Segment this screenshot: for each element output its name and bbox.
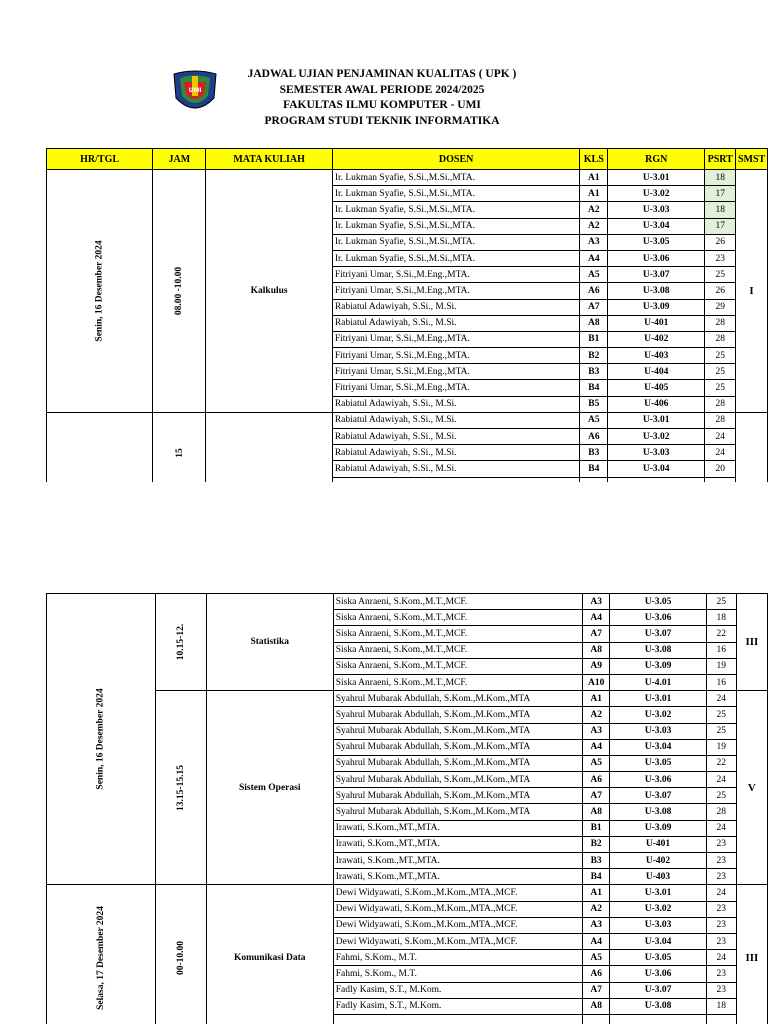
table-body: [47, 594, 768, 1024]
participants-cell: 25: [705, 348, 736, 364]
participants-cell: 24: [706, 950, 736, 966]
room-cell: U-3.03: [610, 917, 706, 933]
participants-cell: 24: [705, 429, 736, 445]
class-cell: B3: [580, 364, 608, 380]
room-cell: U-3.05: [610, 755, 706, 771]
lecturer-cell: Siska Anraeni, S.Kom.,M.T.,MCF.: [333, 594, 582, 610]
lecturer-cell: Dewi Widyawati, S.Kom.,M.Kom.,MTA.,MCF.: [333, 901, 582, 917]
room-cell: U-3.05: [610, 950, 706, 966]
room-cell: U-402: [608, 331, 705, 347]
class-cell: A9: [582, 658, 610, 674]
participants-cell: 22: [706, 755, 736, 771]
column-header-rgn: RGN: [608, 149, 705, 170]
class-cell: A5: [582, 755, 610, 771]
class-cell: A3: [582, 594, 610, 610]
lecturer-cell: Fadly Kasim, S.T., M.Kom.: [333, 982, 582, 998]
time-cell-label: 00-10.00: [175, 940, 186, 975]
participants-cell: 23: [706, 901, 736, 917]
semester-cell: III: [736, 885, 767, 1024]
column-header-jam: JAM: [153, 149, 206, 170]
participants-cell: 25: [705, 380, 736, 396]
class-cell: A5: [580, 412, 608, 428]
course-cell: Kalkulus: [206, 170, 332, 413]
class-cell: A4: [582, 739, 610, 755]
participants-cell: 29: [705, 299, 736, 315]
participants-cell: 18: [705, 202, 736, 218]
lecturer-cell: Fitriyani Umar, S.Si.,M.Eng.,MTA.: [332, 348, 580, 364]
room-cell: U-3.05: [610, 594, 706, 610]
lecturer-cell: Fitriyani Umar, S.Si.,M.Eng.,MTA.: [332, 331, 580, 347]
room-cell: U-3.03: [608, 445, 705, 461]
time-cell-label: 15: [174, 448, 185, 458]
room-cell: U-3.08: [608, 283, 705, 299]
column-header-psrt: PSRT: [705, 149, 736, 170]
class-cell: A3: [582, 723, 610, 739]
column-header-mata-kuliah: MATA KULIAH: [206, 149, 332, 170]
lecturer-cell: Syahrul Mubarak Abdullah, S.Kom.,M.Kom.,MTA: [333, 755, 582, 771]
room-cell: U-401: [608, 315, 705, 331]
room-cell: U-401: [610, 836, 706, 852]
lecturer-cell: Rabiatul Adawiyah, S.Si., M.Si.: [332, 445, 580, 461]
lecturer-cell: Fitriyani Umar, S.Si.,M.Eng.,MTA.: [332, 380, 580, 396]
participants-cell: 23: [706, 917, 736, 933]
lecturer-cell: Rabiatul Adawiyah, S.Si., M.Si.: [332, 315, 580, 331]
lecturer-cell: Ir. Lukman Syafie, S.Si.,M.Si.,MTA.: [332, 218, 580, 234]
room-cell: U-3.08: [610, 998, 706, 1014]
time-cell: [155, 885, 206, 1024]
room-cell: U-3.05: [608, 234, 705, 250]
day-cell-label: Senin, 16 Desember 2024: [95, 688, 106, 790]
class-cell: B1: [582, 820, 610, 836]
lecturer-cell: Siska Anraeni, S.Kom.,M.T.,MCF.: [333, 626, 582, 642]
table-row: [47, 691, 768, 707]
participants-cell: 19: [706, 658, 736, 674]
room-cell: U-3.09: [610, 658, 706, 674]
class-cell: A5: [582, 950, 610, 966]
heading-line-2: SEMESTER AWAL PERIODE 2024/2025: [279, 83, 485, 96]
lecturer-cell: Dewi Widyawati, S.Kom.,M.Kom.,MTA.,MCF.: [333, 933, 582, 949]
lecturer-cell: Rabiatul Adawiyah, S.Si., M.Si.: [332, 429, 580, 445]
participants-cell: 24: [706, 772, 736, 788]
day-cell: [47, 885, 156, 1024]
course-cell: Sistem Operasi: [206, 691, 333, 885]
class-cell: A2: [580, 202, 608, 218]
room-cell: U-3.03: [608, 202, 705, 218]
class-cell: A6: [580, 429, 608, 445]
room-cell: U-403: [610, 869, 706, 885]
participants-cell: 16: [706, 642, 736, 658]
schedule-table-2: [46, 593, 768, 1024]
lecturer-cell: Dewi Widyawati, S.Kom.,M.Kom.,MTA.,MCF.: [333, 917, 582, 933]
participants-cell: 24: [706, 691, 736, 707]
lecturer-cell: Irawati, S.Kom.,MT.,MTA.: [333, 853, 582, 869]
participants-cell: 16: [706, 674, 736, 690]
time-cell-label: 13.15-15.15: [175, 764, 186, 811]
lecturer-cell: Siska Anraeni, S.Kom.,M.T.,MCF.: [333, 642, 582, 658]
room-cell: U-3.09: [610, 820, 706, 836]
participants-cell: 23: [706, 982, 736, 998]
participants-cell: 28: [705, 412, 736, 428]
participants-cell: 23: [706, 853, 736, 869]
column-header-smst: SMST: [736, 149, 768, 170]
room-cell: U-3.06: [610, 610, 706, 626]
participants-cell: 22: [706, 626, 736, 642]
column-header-dosen: DOSEN: [332, 149, 580, 170]
class-cell: B4: [580, 461, 608, 477]
participants-cell: [706, 1014, 736, 1024]
lecturer-cell: Syahrul Mubarak Abdullah, S.Kom.,M.Kom.,MTA: [333, 723, 582, 739]
room-cell: U-3.09: [608, 299, 705, 315]
room-cell: U-3.07: [608, 267, 705, 283]
class-cell: A6: [580, 283, 608, 299]
participants-cell: 19: [706, 739, 736, 755]
lecturer-cell: Irawati, S.Kom.,MT.,MTA.: [333, 836, 582, 852]
lecturer-cell: Ir. Lukman Syafie, S.Si.,M.Si.,MTA.: [332, 202, 580, 218]
lecturer-cell: Ir. Lukman Syafie, S.Si.,M.Si.,MTA.: [332, 186, 580, 202]
lecturer-cell: Dewi Widyawati, S.Kom.,M.Kom.,MTA.,MCF.: [333, 885, 582, 901]
room-cell: U-3.06: [610, 966, 706, 982]
class-cell: A4: [580, 250, 608, 266]
class-cell: B1: [580, 331, 608, 347]
room-cell: U-4.01: [610, 674, 706, 690]
heading-line-1: JADWAL UJIAN PENJAMINAN KUALITAS ( UPK ): [247, 68, 517, 80]
room-cell: [610, 1014, 706, 1024]
participants-cell: 28: [705, 315, 736, 331]
lecturer-cell: Syahrul Mubarak Abdullah, S.Kom.,M.Kom.,MTA: [333, 804, 582, 820]
class-cell: A5: [580, 267, 608, 283]
room-cell: U-402: [610, 853, 706, 869]
lecturer-cell: Fitriyani Umar, S.Si.,M.Eng.,MTA.: [332, 267, 580, 283]
class-cell: A7: [582, 626, 610, 642]
room-cell: U-3.01: [608, 170, 705, 186]
day-cell-label: Senin, 16 Desember 2024: [94, 240, 105, 342]
lecturer-cell: Fitriyani Umar, S.Si.,M.Eng.,MTA.: [332, 364, 580, 380]
class-cell: A4: [582, 610, 610, 626]
class-cell: B2: [580, 348, 608, 364]
room-cell: U-3.08: [610, 642, 706, 658]
svg-text:UMI: UMI: [188, 87, 202, 94]
time-cell: [155, 594, 206, 691]
participants-cell: 24: [706, 885, 736, 901]
class-cell: A8: [580, 315, 608, 331]
class-cell: A6: [582, 966, 610, 982]
lecturer-cell: Syahrul Mubarak Abdullah, S.Kom.,M.Kom.,MTA: [333, 707, 582, 723]
lecturer-cell: Ir. Lukman Syafie, S.Si.,M.Si.,MTA.: [332, 250, 580, 266]
class-cell: B5: [580, 396, 608, 412]
semester-cell: III: [736, 594, 767, 691]
participants-cell: 24: [705, 445, 736, 461]
lecturer-cell: [333, 1014, 582, 1024]
room-cell: U-3.03: [610, 723, 706, 739]
class-cell: A1: [582, 885, 610, 901]
room-cell: U-3.04: [610, 739, 706, 755]
participants-cell: 17: [705, 186, 736, 202]
participants-cell: 23: [706, 933, 736, 949]
participants-cell: 25: [705, 364, 736, 380]
lecturer-cell: Irawati, S.Kom.,MT.,MTA.: [333, 820, 582, 836]
lecturer-cell: Ir. Lukman Syafie, S.Si.,M.Si.,MTA.: [332, 170, 580, 186]
lecturer-cell: Fahmi, S.Kom., M.T.: [333, 950, 582, 966]
lecturer-cell: Irawati, S.Kom.,MT.,MTA.: [333, 869, 582, 885]
participants-cell: 23: [706, 966, 736, 982]
participants-cell: 17: [705, 218, 736, 234]
course-cell: Komunikasi Data: [206, 885, 333, 1024]
class-cell: B3: [582, 853, 610, 869]
heading-line-4: PROGRAM STUDI TEKNIK INFORMATIKA: [264, 114, 500, 127]
room-cell: U-406: [608, 396, 705, 412]
participants-cell: 23: [706, 836, 736, 852]
room-cell: U-405: [608, 380, 705, 396]
class-cell: A3: [580, 234, 608, 250]
lecturer-cell: Siska Anraeni, S.Kom.,M.T.,MCF.: [333, 610, 582, 626]
class-cell: A4: [582, 933, 610, 949]
class-cell: A2: [582, 707, 610, 723]
lecturer-cell: Fadly Kasim, S.T., M.Kom.: [333, 998, 582, 1014]
room-cell: U-3.06: [608, 250, 705, 266]
lecturer-cell: Rabiatul Adawiyah, S.Si., M.Si.: [332, 461, 580, 477]
participants-cell: 18: [706, 610, 736, 626]
room-cell: U-403: [608, 348, 705, 364]
lecturer-cell: Fitriyani Umar, S.Si.,M.Eng.,MTA.: [332, 283, 580, 299]
participants-cell: 18: [705, 170, 736, 186]
room-cell: U-3.01: [610, 691, 706, 707]
lecturer-cell: Rabiatul Adawiyah, S.Si., M.Si.: [332, 299, 580, 315]
class-cell: A6: [582, 772, 610, 788]
table-row: [47, 594, 768, 610]
participants-cell: 25: [706, 707, 736, 723]
class-cell: A2: [580, 218, 608, 234]
semester-cell: V: [736, 691, 767, 885]
lecturer-cell: Fahmi, S.Kom., M.T.: [333, 966, 582, 982]
room-cell: U-3.04: [610, 933, 706, 949]
participants-cell: 23: [705, 250, 736, 266]
participants-cell: 25: [706, 788, 736, 804]
room-cell: U-404: [608, 364, 705, 380]
column-header-hrtgl: HR/TGL: [47, 149, 153, 170]
room-cell: U-3.01: [610, 885, 706, 901]
participants-cell: 28: [705, 396, 736, 412]
semester-cell: I: [736, 170, 768, 413]
participants-cell: 20: [705, 461, 736, 477]
participants-cell: 23: [706, 869, 736, 885]
class-cell: A1: [582, 691, 610, 707]
room-cell: U-3.07: [610, 788, 706, 804]
class-cell: A7: [582, 982, 610, 998]
class-cell: A2: [582, 901, 610, 917]
lecturer-cell: Syahrul Mubarak Abdullah, S.Kom.,M.Kom.,MTA: [333, 772, 582, 788]
room-cell: U-3.07: [610, 982, 706, 998]
participants-cell: 25: [706, 594, 736, 610]
column-header-kls: KLS: [580, 149, 608, 170]
lecturer-cell: Syahrul Mubarak Abdullah, S.Kom.,M.Kom.,MTA: [333, 691, 582, 707]
room-cell: U-3.02: [608, 429, 705, 445]
class-cell: A3: [582, 917, 610, 933]
time-cell-label: 08.00 -10.00: [174, 266, 185, 316]
class-cell: A1: [580, 170, 608, 186]
room-cell: U-3.08: [610, 804, 706, 820]
lecturer-cell: Ir. Lukman Syafie, S.Si.,M.Si.,MTA.: [332, 234, 580, 250]
time-cell: [155, 691, 206, 885]
time-cell-label: 10.15-12.: [175, 623, 186, 661]
class-cell: B4: [582, 869, 610, 885]
class-cell: B2: [582, 836, 610, 852]
room-cell: U-3.02: [610, 707, 706, 723]
lecturer-cell: Rabiatul Adawiyah, S.Si., M.Si.: [332, 412, 580, 428]
lecturer-cell: Siska Anraeni, S.Kom.,M.T.,MCF.: [333, 674, 582, 690]
participants-cell: 28: [705, 331, 736, 347]
class-cell: A10: [582, 674, 610, 690]
day-cell-label: Selasa, 17 Desember 2024: [95, 905, 106, 1010]
day-cell: [47, 594, 156, 885]
room-cell: U-3.07: [610, 626, 706, 642]
lecturer-cell: Syahrul Mubarak Abdullah, S.Kom.,M.Kom.,MTA: [333, 788, 582, 804]
participants-cell: 18: [706, 998, 736, 1014]
participants-cell: 25: [706, 723, 736, 739]
class-cell: B4: [580, 380, 608, 396]
participants-cell: 26: [705, 234, 736, 250]
class-cell: A7: [580, 299, 608, 315]
lecturer-cell: Siska Anraeni, S.Kom.,M.T.,MCF.: [333, 658, 582, 674]
heading-line-3: FAKULTAS ILMU KOMPUTER - UMI: [283, 99, 481, 111]
room-cell: U-3.01: [608, 412, 705, 428]
room-cell: U-3.04: [608, 461, 705, 477]
room-cell: U-3.04: [608, 218, 705, 234]
lecturer-cell: Syahrul Mubarak Abdullah, S.Kom.,M.Kom.,MTA: [333, 739, 582, 755]
participants-cell: 25: [705, 267, 736, 283]
room-cell: U-3.06: [610, 772, 706, 788]
room-cell: U-3.02: [610, 901, 706, 917]
class-cell: B3: [580, 445, 608, 461]
class-cell: A7: [582, 788, 610, 804]
room-cell: U-3.02: [608, 186, 705, 202]
participants-cell: 26: [705, 283, 736, 299]
lecturer-cell: Rabiatul Adawiyah, S.Si., M.Si.: [332, 396, 580, 412]
course-cell: Statistika: [206, 594, 333, 691]
class-cell: A8: [582, 998, 610, 1014]
class-cell: A8: [582, 804, 610, 820]
table-row: [47, 885, 768, 901]
participants-cell: 24: [706, 820, 736, 836]
participants-cell: 28: [706, 804, 736, 820]
class-cell: A1: [580, 186, 608, 202]
class-cell: [582, 1014, 610, 1024]
class-cell: A8: [582, 642, 610, 658]
